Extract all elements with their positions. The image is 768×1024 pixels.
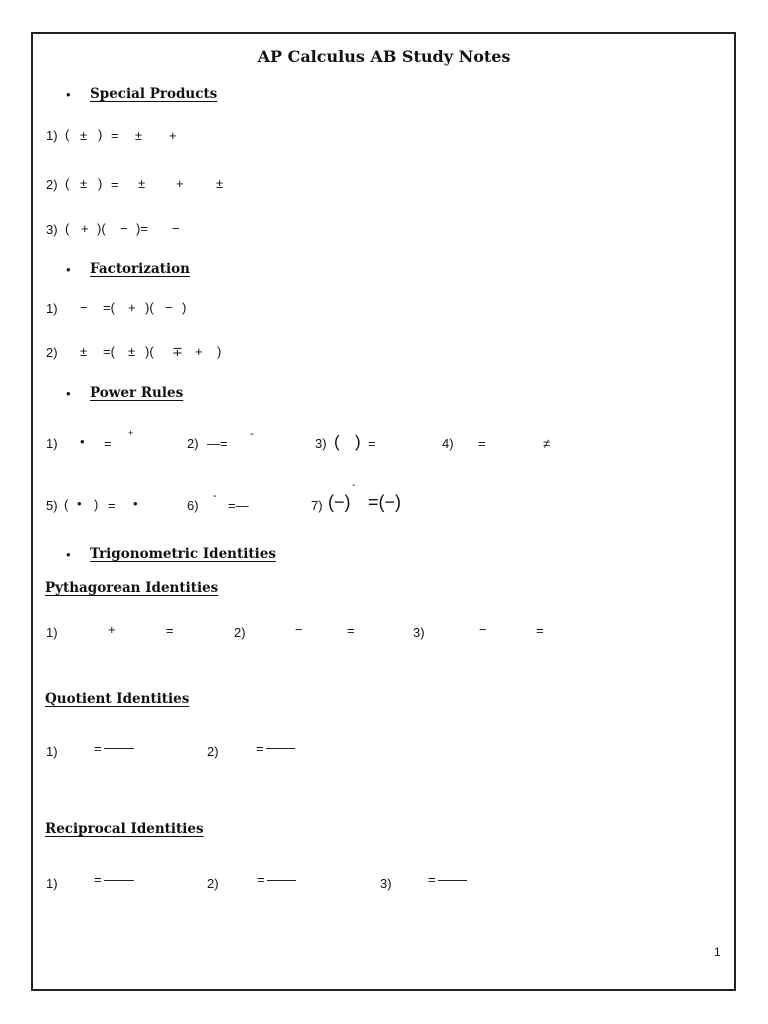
page-number: 1 — [714, 945, 721, 959]
page-title: AP Calculus AB Study Notes — [257, 47, 511, 66]
fraction-bar — [104, 748, 134, 749]
fraction-bar — [104, 880, 134, 881]
fraction-bar — [267, 880, 296, 881]
factorization-heading: Factorization — [90, 261, 190, 277]
bullet: • — [66, 386, 71, 401]
power-rules-heading: Power Rules — [90, 385, 184, 401]
pythagorean-identities-heading: Pythagorean Identities — [45, 580, 219, 596]
special-products-heading: Special Products — [90, 86, 218, 102]
bullet: • — [66, 87, 71, 102]
fraction-bar — [438, 880, 467, 881]
fraction-bar — [266, 748, 295, 749]
quotient-identities-heading: Quotient Identities — [45, 691, 190, 707]
bullet: • — [66, 262, 71, 277]
bullet: • — [66, 547, 71, 562]
reciprocal-identities-heading: Reciprocal Identities — [45, 821, 204, 837]
trig-identities-heading: Trigonometric Identities — [90, 546, 276, 562]
